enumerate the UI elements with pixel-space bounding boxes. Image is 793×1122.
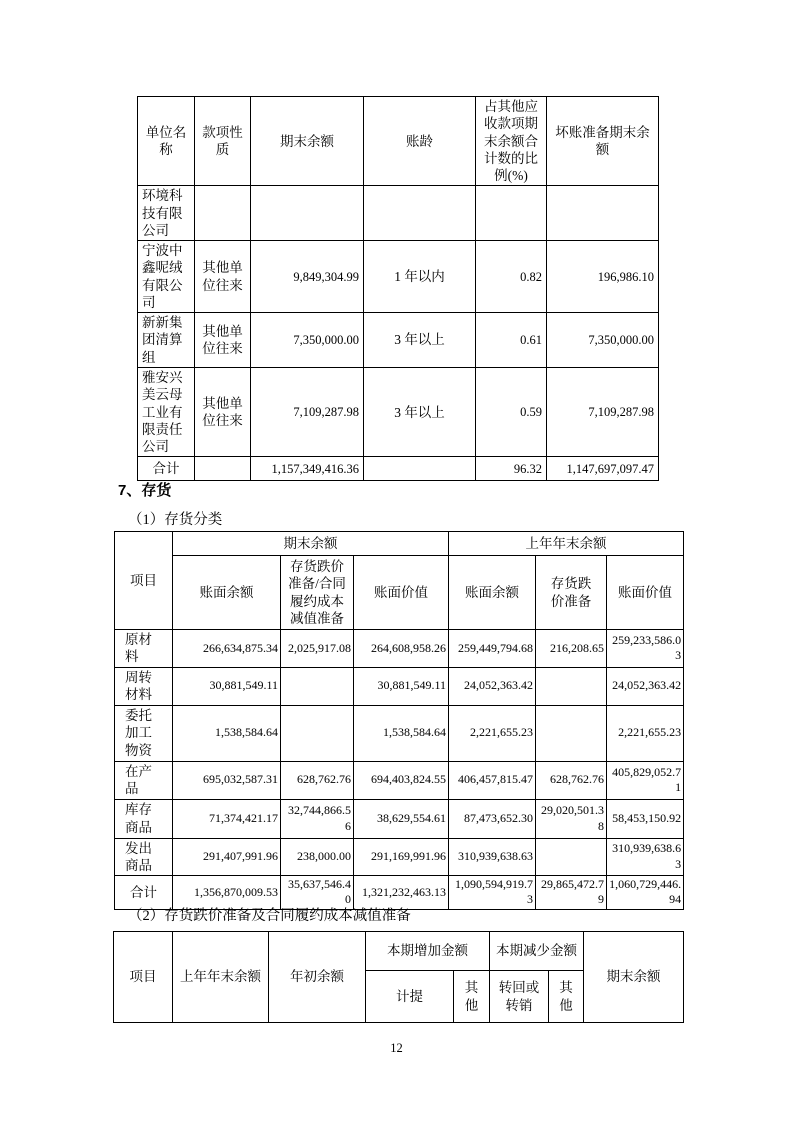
value-cell: 216,208.65 [536, 630, 607, 668]
receivables-table [137, 96, 659, 481]
nature-cell: 其他单位往来 [195, 241, 251, 313]
value-cell: 1,321,232,463.13 [354, 876, 449, 910]
group-header-increase: 本期增加金额 [366, 932, 490, 971]
value-cell: 38,629,554.61 [354, 799, 449, 838]
value-cell: 30,881,549.11 [354, 667, 449, 705]
nature-cell [195, 186, 251, 241]
col-header-beginning-balance: 年初余额 [269, 932, 366, 1023]
value-cell: 264,608,958.26 [354, 630, 449, 668]
value-cell: 29,865,472.79 [536, 876, 607, 910]
col-header-item: 项目 [114, 932, 173, 1023]
bad-debt-cell: 196,986.10 [547, 241, 659, 313]
section-heading: 7、存货 [118, 482, 172, 499]
bad-debt-cell: 1,147,697,097.47 [547, 457, 659, 481]
table-row [138, 313, 659, 368]
col-header-ending-balance: 期末余额 [584, 932, 684, 1023]
item-label-cell: 委托加工物资 [115, 705, 173, 761]
ending-balance-cell [251, 186, 364, 241]
col-header-unit-name: 单位名称 [138, 97, 195, 186]
ratio-cell: 0.61 [476, 313, 547, 368]
total-label-cell: 合计 [138, 457, 195, 481]
ending-balance-cell: 7,350,000.00 [251, 313, 364, 368]
value-cell: 71,374,421.17 [173, 799, 281, 838]
subsection-heading-classification: （1）存货分类 [128, 512, 223, 528]
col-header-provision-prev: 存货跌价准备 [536, 556, 607, 630]
inventory-group-header-row [115, 532, 684, 556]
nature-cell [195, 457, 251, 481]
item-label-cell: 库存商品 [115, 799, 173, 838]
value-cell: 1,356,870,009.53 [173, 876, 281, 910]
value-cell: 2,025,917.08 [281, 630, 354, 668]
aging-cell: 1 年以内 [364, 241, 476, 313]
unit-name-cell: 环境科技有限公司 [138, 186, 195, 241]
total-label-cell: 合计 [115, 876, 173, 910]
provision-table [113, 931, 684, 1023]
subsection-heading-provision: （2）存货跌价准备及合同履约成本减值准备 [128, 908, 411, 924]
ending-balance-cell: 1,157,349,416.36 [251, 457, 364, 481]
col-header-aging: 账龄 [364, 97, 476, 186]
value-cell: 87,473,652.30 [449, 799, 536, 838]
item-label-cell: 原材料 [115, 630, 173, 668]
value-cell: 628,762.76 [536, 761, 607, 799]
value-cell: 291,169,991.96 [354, 838, 449, 876]
value-cell: 259,449,794.68 [449, 630, 536, 668]
col-header-ending-balance: 期末余额 [251, 97, 364, 186]
value-cell [536, 667, 607, 705]
value-cell: 310,939,638.63 [607, 838, 684, 876]
value-cell: 695,032,587.31 [173, 761, 281, 799]
page-number: 12 [390, 1041, 403, 1055]
table-row [115, 667, 684, 705]
ratio-cell: 96.32 [476, 457, 547, 481]
col-header-book-balance: 账面余额 [173, 556, 281, 630]
receivables-header-row [138, 97, 659, 186]
table-row [115, 838, 684, 876]
nature-cell: 其他单位往来 [195, 367, 251, 456]
value-cell: 310,939,638.63 [449, 838, 536, 876]
value-cell [536, 838, 607, 876]
value-cell: 24,052,363.42 [607, 667, 684, 705]
value-cell: 628,762.76 [281, 761, 354, 799]
value-cell: 1,090,594,919.73 [449, 876, 536, 910]
ratio-cell: 0.59 [476, 367, 547, 456]
col-header-ratio: 占其他应收款项期末余额合计数的比例(%) [476, 97, 547, 186]
aging-cell [364, 457, 476, 481]
value-cell: 1,538,584.64 [173, 705, 281, 761]
col-header-provision: 存货跌价准备/合同履约成本减值准备 [281, 556, 354, 630]
group-header-ending-balance: 期末余额 [173, 532, 449, 556]
aging-cell: 3 年以上 [364, 313, 476, 368]
ratio-cell [476, 186, 547, 241]
col-header-bad-debt: 坏账准备期末余额 [547, 97, 659, 186]
ending-balance-cell: 9,849,304.99 [251, 241, 364, 313]
item-label-cell: 发出商品 [115, 838, 173, 876]
value-cell: 58,453,150.92 [607, 799, 684, 838]
group-header-prev-year-balance: 上年年末余额 [449, 532, 684, 556]
ending-balance-cell: 7,109,287.98 [251, 367, 364, 456]
inventory-sub-header-row [115, 556, 684, 630]
value-cell: 259,233,586.03 [607, 630, 684, 668]
bad-debt-cell [547, 186, 659, 241]
table-row [115, 799, 684, 838]
provision-group-header-row [114, 932, 684, 971]
col-header-reversal: 转回或转销 [490, 971, 549, 1023]
col-header-item: 项目 [115, 532, 173, 630]
value-cell: 1,538,584.64 [354, 705, 449, 761]
table-row [115, 705, 684, 761]
table-row [138, 186, 659, 241]
item-label-cell: 周转材料 [115, 667, 173, 705]
bad-debt-cell: 7,109,287.98 [547, 367, 659, 456]
bad-debt-cell: 7,350,000.00 [547, 313, 659, 368]
col-header-other-decrease: 其他 [549, 971, 584, 1023]
value-cell: 291,407,991.96 [173, 838, 281, 876]
value-cell [281, 705, 354, 761]
aging-cell [364, 186, 476, 241]
col-header-book-balance-prev: 账面余额 [449, 556, 536, 630]
unit-name-cell: 新新集团清算组 [138, 313, 195, 368]
table-row [115, 630, 684, 668]
value-cell: 405,829,052.71 [607, 761, 684, 799]
col-header-prev-year-balance: 上年年末余额 [173, 932, 269, 1023]
unit-name-cell: 宁波中鑫呢绒有限公司 [138, 241, 195, 313]
table-row [115, 761, 684, 799]
group-header-decrease: 本期减少金额 [490, 932, 584, 971]
nature-cell: 其他单位往来 [195, 313, 251, 368]
value-cell: 32,744,866.56 [281, 799, 354, 838]
table-row [138, 367, 659, 456]
value-cell: 238,000.00 [281, 838, 354, 876]
value-cell: 2,221,655.23 [607, 705, 684, 761]
item-label-cell: 在产品 [115, 761, 173, 799]
value-cell: 29,020,501.38 [536, 799, 607, 838]
col-header-other-increase: 其他 [454, 971, 490, 1023]
value-cell: 30,881,549.11 [173, 667, 281, 705]
value-cell: 1,060,729,446.94 [607, 876, 684, 910]
value-cell [536, 705, 607, 761]
col-header-nature: 款项性质 [195, 97, 251, 186]
value-cell: 406,457,815.47 [449, 761, 536, 799]
col-header-book-value: 账面价值 [354, 556, 449, 630]
value-cell: 24,052,363.42 [449, 667, 536, 705]
col-header-book-value-prev: 账面价值 [607, 556, 684, 630]
value-cell: 35,637,546.40 [281, 876, 354, 910]
total-row [138, 457, 659, 481]
inventory-table [114, 531, 684, 910]
value-cell [281, 667, 354, 705]
table-row [138, 241, 659, 313]
value-cell: 694,403,824.55 [354, 761, 449, 799]
value-cell: 266,634,875.34 [173, 630, 281, 668]
aging-cell: 3 年以上 [364, 367, 476, 456]
col-header-accrual: 计提 [366, 971, 454, 1023]
value-cell: 2,221,655.23 [449, 705, 536, 761]
ratio-cell: 0.82 [476, 241, 547, 313]
unit-name-cell: 雅安兴美云母工业有限责任公司 [138, 367, 195, 456]
